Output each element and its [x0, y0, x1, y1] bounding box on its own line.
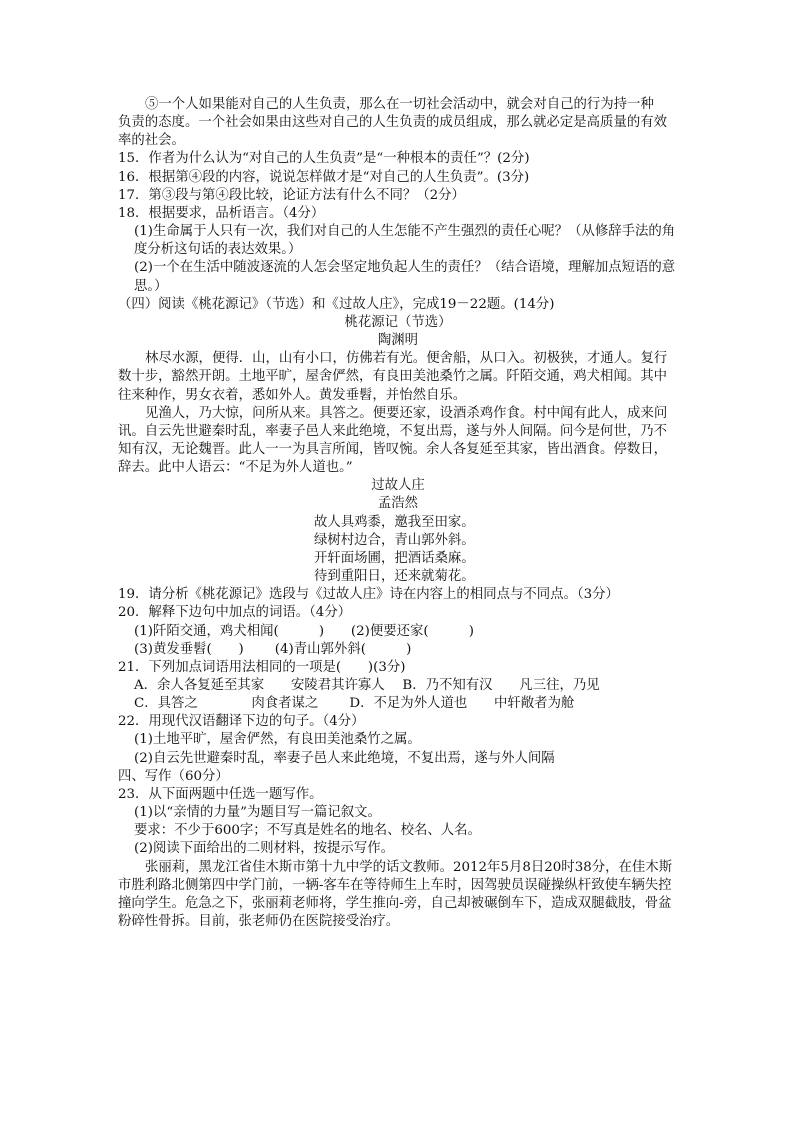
poem-line-3: 开轩面场圃，把酒话桑麻。	[314, 550, 475, 566]
title-taohuayuanji: 桃花源记（节选）	[344, 314, 452, 330]
prose-paragraph-1: 林尽水源，便得．山，山有小口，仿佛若有光。便舍船，从口入。初极狭，才通人。复行数十步，豁然开朗。土地平旷，屋舍俨然，有良田美池桑竹之属。阡陌交通，鸡犬相闻。其中往来种作，男女衣着，悉如外人。黄发垂髫，并怡然自乐。	[118, 351, 668, 403]
writing-section-heading: 四、写作（60分）	[118, 768, 229, 784]
question-21-options-a-b: A．余人各复延至其家 安陵君其许寡人 B．乃不知有汉 凡三往，乃见	[134, 678, 600, 693]
question-17: 17．第③段与第④段比较，论证方法有什么不同？（2分）	[118, 187, 465, 203]
question-16: 16．根据第④段的内容，说说怎样做才是“对自己的人生负责”。(3分)	[118, 169, 530, 185]
question-23-option-1: (1)以“亲情的力量”为题目写一篇记叙文。	[134, 805, 381, 821]
prose-paragraph-2: 见渔人，乃大惊，问所从来。具答之。便要还家，设酒杀鸡作食。村中闻有此人，成来问讯。自云先世避秦时乱，率妻子邑人来此绝境，不复出焉，遂与外人间隔。问今是何世，乃不知有汉，无论魏晋。此人一一为具言所闻，皆叹惋。余人各复延至其家，皆出酒食。停数日，辞去。此中人语云：“不足为外人道也。”	[118, 405, 668, 476]
question-22-part-1: (1)土地平旷，屋舍俨然，有良田美池桑竹之属。	[134, 732, 421, 748]
paragraph-5-line-a: ⑤一个人如果能对自己的人生负责，那么在一切社会活动中，就会对自己的行为持一种	[145, 97, 654, 112]
paragraph-5-line-b: 负责的态度。一个社会如果由这些对自己的人生负责的成员组成，那么就必定是高质量的有效率的社会。	[118, 115, 668, 149]
section-4-heading: （四）阅读《桃花源记》（节选）和《过故人庄》，完成19－22题。(14分)	[118, 296, 555, 312]
poem-line-1: 故人具鸡黍，邀我至田家。	[314, 514, 475, 530]
question-20-items-3-4: (3)黄发垂髫( ) (4)青山郭外斜( )	[134, 641, 412, 657]
question-21: 21．下列加点词语用法相同的一项是( )(3分)	[118, 659, 406, 675]
question-21-options-c-d: C．具答之 肉食者谋之 D．不足为外人道也 中轩敞者为舱	[134, 696, 575, 712]
question-20-items-1-2: (1)阡陌交通，鸡犬相闻( ) (2)便要还家( )	[134, 623, 475, 639]
question-20: 20．解释下边句中加点的词语。（4分）	[118, 605, 352, 621]
poem-line-2: 绿树村边合，青山郭外斜。	[314, 532, 475, 548]
author-tao-yuanming: 陶渊明	[377, 333, 419, 349]
title-guo-guren-zhuang: 过故人庄	[371, 478, 425, 494]
question-18-part-2: (2)一个在生活中随波逐流的人怎会坚定地负起人生的责任？（结合语境，理解加点短语的意思。）	[134, 260, 676, 294]
question-15: 15．作者为什么认为“对自己的人生负责”是“一种根本的责任”？(2分)	[118, 151, 530, 167]
question-22: 22．用现代汉语翻译下边的句子。（4分）	[118, 714, 365, 730]
author-meng-haoran: 孟浩然	[377, 496, 419, 512]
question-23-option-2: (2)阅读下面给出的二则材料，按提示写作。	[134, 841, 394, 857]
question-18: 18．根据要求，品析语言。（4分）	[118, 205, 325, 221]
question-18-part-1: (1)生命属于人只有一次，我们对自己的人生怎能不产生强烈的责任心呢？（从修辞手法的角度分析这句话的表达效果。）	[134, 224, 676, 258]
question-23: 23．从下面两题中任选一题写作。	[118, 786, 323, 802]
question-19: 19．请分析《桃花源记》选段与《过故人庄》诗在内容上的相同点与不同点。（3分）	[118, 587, 619, 603]
material-paragraph: 张丽莉，黑龙江省佳木斯市第十九中学的话文教师。2012年5月8日20时38分，在佳木斯市胜利路北侧第四中学门前，一辆-客车在等待师生上车时，因驾驶员误碰操纵杆致使车辆失控撞向学生。危急之下，张丽莉老师将，学生推向-旁，自己却被碾倒车下，造成双腿截肢，骨盆粉碎性骨拆。目前，张老师仍在医院接受治疗。	[118, 859, 673, 930]
document-page	[118, 96, 678, 931]
question-23-requirements: 要求：不少于600字；不写真是姓名的地名、校名、人名。	[134, 823, 481, 839]
question-22-part-2: (2)自云先世避秦时乱，率妻子邑人来此绝境，不复出焉，遂与外人间隔	[134, 750, 555, 766]
poem-line-4: 待到重阳日，还来就菊花。	[314, 569, 475, 585]
